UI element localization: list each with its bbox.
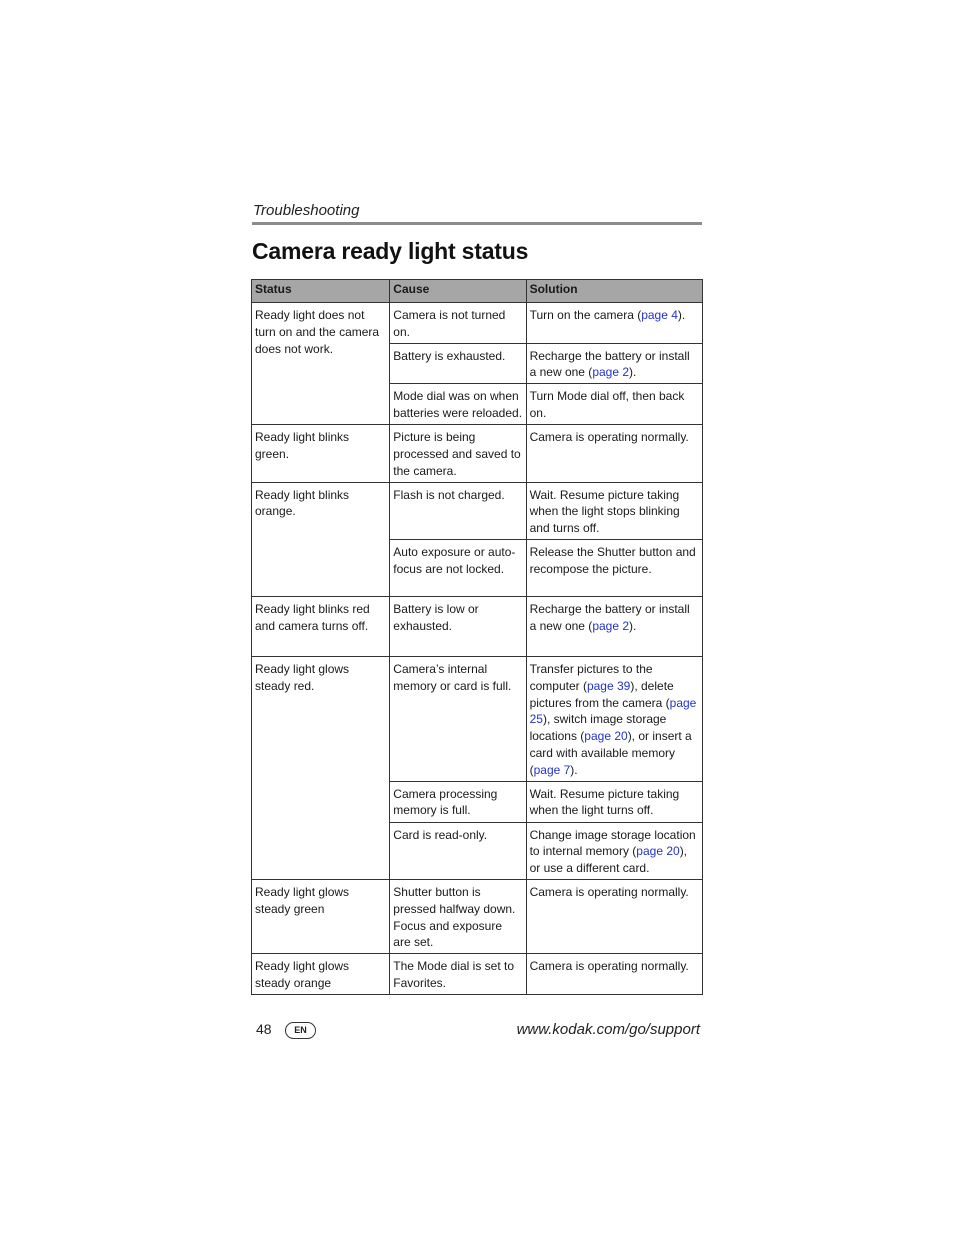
solution-cell <box>526 343 702 384</box>
status-cell: Ready light blinks red and camera turns off. <box>252 596 390 656</box>
solution-text: Recharge the battery or install a new one ( <box>529 348 690 380</box>
cause-cell: Flash is not charged. <box>390 482 526 539</box>
page-reference-link[interactable]: page 7 <box>533 762 571 777</box>
solution-cell <box>526 384 702 425</box>
table-row <box>252 656 703 781</box>
header-rule <box>252 222 702 225</box>
page-reference-link[interactable]: page 2 <box>592 618 630 633</box>
solution-text: ). <box>570 762 578 777</box>
solution-cell <box>526 425 702 482</box>
column-header-solution: Solution <box>526 280 702 303</box>
solution-text: Camera is operating normally. <box>529 959 689 974</box>
status-cell: Ready light glows steady orange <box>252 954 390 995</box>
cause-cell: Mode dial was on when batteries were reloaded. <box>390 384 526 425</box>
table-row <box>252 482 703 539</box>
table-body <box>252 303 703 995</box>
page-title: Camera ready light status <box>252 238 529 264</box>
solution-text: Wait. Resume picture taking when the light turns off. <box>529 786 680 818</box>
solution-text: ). <box>677 308 686 322</box>
cause-cell: Camera processing memory is full. <box>390 781 526 822</box>
page-reference-link[interactable]: page 2 <box>592 365 630 380</box>
cause-cell: The Mode dial is set to Favorites. <box>390 954 526 995</box>
cause-cell: Camera is not turned on. <box>390 303 526 344</box>
cause-cell: Auto exposure or auto-focus are not locked. <box>390 539 526 596</box>
solution-text: Release the Shutter button and recompose the picture. <box>529 544 696 576</box>
column-header-cause: Cause <box>390 280 526 303</box>
status-table <box>251 279 703 995</box>
solution-cell <box>526 303 702 344</box>
language-badge: EN <box>285 1022 316 1039</box>
table-row <box>252 303 703 344</box>
cause-cell: Card is read-only. <box>390 822 526 879</box>
status-cell: Ready light glows steady green <box>252 879 390 953</box>
solution-cell <box>526 596 702 656</box>
solution-text: Transfer pictures to the computer ( <box>529 661 653 693</box>
solution-text: ), or insert a card with available memory ( <box>529 729 692 777</box>
page-reference-link[interactable]: page 20 <box>636 844 680 859</box>
table-row <box>252 425 703 482</box>
running-header: Troubleshooting <box>253 202 360 219</box>
solution-cell <box>526 482 702 539</box>
status-cell: Ready light glows steady red. <box>252 656 390 879</box>
solution-text: Camera is operating normally. <box>529 884 689 899</box>
page-reference-link[interactable]: page 4 <box>641 308 678 322</box>
solution-cell <box>526 656 702 781</box>
cause-cell: Shutter button is pressed halfway down. Focus and exposure are set. <box>390 879 526 953</box>
page-number: 48 <box>256 1021 272 1037</box>
cause-cell: Battery is low or exhausted. <box>390 596 526 656</box>
page-reference-link[interactable]: page 39 <box>586 678 631 693</box>
support-url: www.kodak.com/go/support <box>516 1021 700 1038</box>
cause-cell: Camera’s internal memory or card is full. <box>390 656 526 781</box>
table-row <box>252 954 703 995</box>
solution-text: ), or use a different card. <box>529 844 688 876</box>
solution-cell <box>526 781 702 822</box>
table-row <box>252 596 703 656</box>
solution-text: ), switch image storage locations ( <box>529 712 667 744</box>
table-row <box>252 879 703 953</box>
status-cell: Ready light blinks green. <box>252 425 390 482</box>
solution-text: Camera is operating normally. <box>529 430 689 445</box>
solution-text: Turn on the camera ( <box>529 308 642 322</box>
solution-cell <box>526 539 702 596</box>
solution-text: Turn Mode dial off, then back on. <box>529 389 685 420</box>
page-reference-link[interactable]: page 25 <box>529 695 697 727</box>
solution-text: Wait. Resume picture taking when the light stops blinking and turns off. <box>529 487 680 536</box>
solution-cell <box>526 879 702 953</box>
table-header-row <box>252 280 703 303</box>
solution-cell <box>526 954 702 995</box>
page-reference-link[interactable]: page 20 <box>584 729 628 744</box>
status-cell: Ready light does not turn on and the camera does not work. <box>252 303 390 425</box>
solution-text: Change image storage location to internal memory ( <box>529 827 696 859</box>
cause-cell: Battery is exhausted. <box>390 343 526 384</box>
solution-text: Recharge the battery or install a new one ( <box>529 601 690 633</box>
column-header-status: Status <box>252 280 390 303</box>
solution-cell <box>526 822 702 879</box>
solution-text: ), delete pictures from the camera ( <box>529 678 674 710</box>
solution-text: ). <box>629 618 637 633</box>
cause-cell: Picture is being processed and saved to the camera. <box>390 425 526 482</box>
status-cell: Ready light blinks orange. <box>252 482 390 596</box>
solution-text: ). <box>629 365 637 380</box>
